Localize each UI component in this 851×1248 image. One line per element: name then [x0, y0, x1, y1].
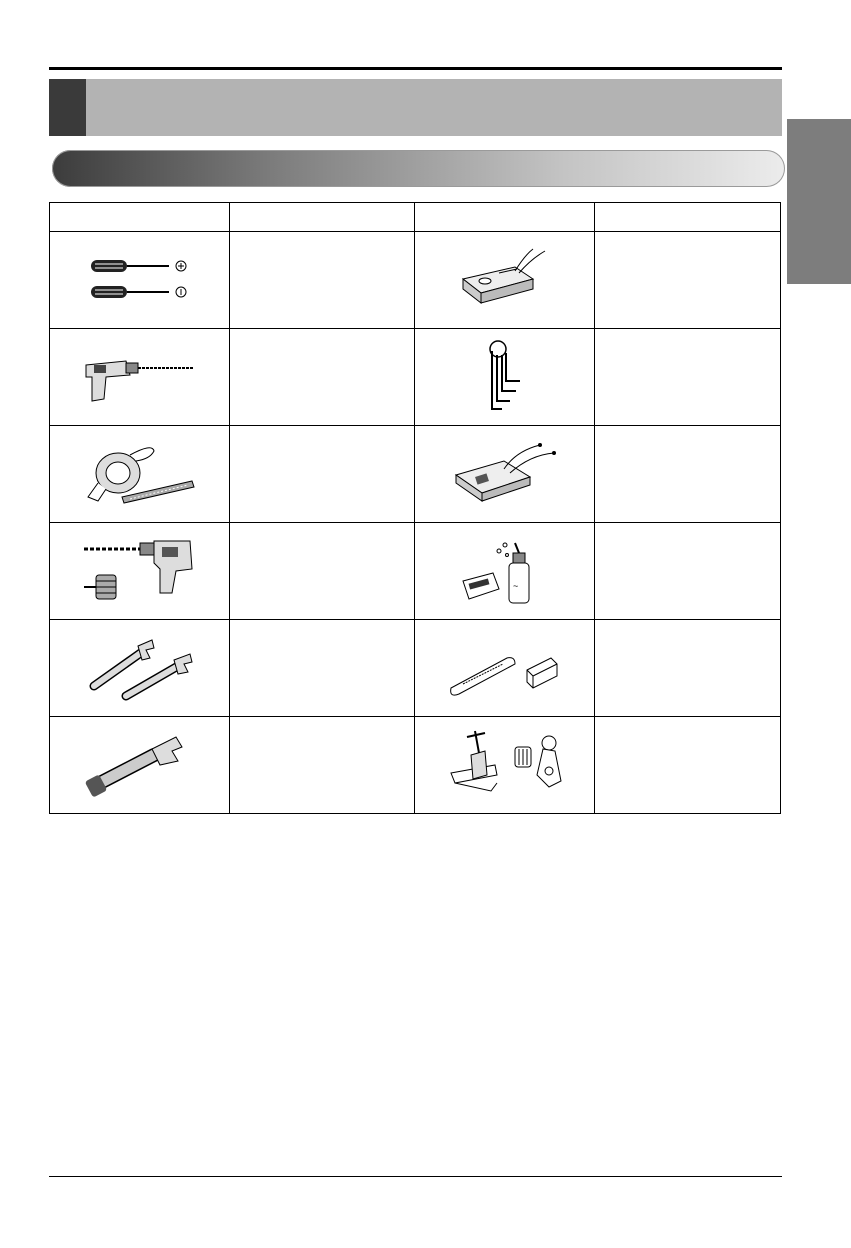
- tool-image-cell: [50, 329, 230, 426]
- table-row: [50, 329, 781, 426]
- flaring-tool-set-icon: [445, 725, 565, 805]
- electric-drill-icon: [80, 347, 200, 407]
- screwdrivers-icon: [85, 254, 195, 306]
- tool-image-cell: [50, 426, 230, 523]
- column-header: [230, 203, 415, 232]
- tool-image-cell: [50, 232, 230, 329]
- tool-name: [595, 620, 781, 717]
- subsection-bar: [52, 150, 785, 187]
- tool-name: [230, 620, 415, 717]
- thermometer-icon: [455, 245, 555, 315]
- top-rule: [49, 67, 782, 70]
- table-header-row: [50, 203, 781, 232]
- section-block: [49, 79, 86, 136]
- section-banner: [49, 79, 782, 136]
- tool-name: [230, 426, 415, 523]
- side-tab[interactable]: [787, 119, 851, 284]
- tool-image-cell: [415, 717, 595, 814]
- measuring-tape-icon: [80, 439, 200, 509]
- hole-core-drill-icon: [80, 535, 200, 607]
- torque-wrench-icon: [80, 729, 200, 801]
- tool-image-cell: [415, 232, 595, 329]
- tool-image-cell: [415, 620, 595, 717]
- table-row: [50, 717, 781, 814]
- svg-text:~: ~: [512, 581, 518, 591]
- tool-name: [230, 717, 415, 814]
- column-header: [595, 203, 781, 232]
- tool-image-cell: [50, 620, 230, 717]
- table-row: [50, 523, 781, 620]
- tool-name: [595, 426, 781, 523]
- tool-name: [595, 523, 781, 620]
- tool-name: [230, 232, 415, 329]
- tool-name: [595, 232, 781, 329]
- column-header: [415, 203, 595, 232]
- ammeter-icon: [450, 439, 560, 509]
- tool-name: [230, 329, 415, 426]
- table-row: [50, 232, 781, 329]
- tool-image-cell: [50, 717, 230, 814]
- tool-name: [230, 523, 415, 620]
- gas-leak-detector-icon: [455, 533, 555, 609]
- tools-table: [49, 202, 781, 814]
- tool-name: [595, 717, 781, 814]
- spanners-icon: [80, 632, 200, 704]
- tool-image-cell: [415, 426, 595, 523]
- table-row: [50, 426, 781, 523]
- reamer-icon: [445, 636, 565, 700]
- hexagon-wrench-icon: [480, 339, 530, 415]
- tool-image-cell: [50, 523, 230, 620]
- tool-image-cell: [415, 329, 595, 426]
- table-row: [50, 620, 781, 717]
- column-header: [50, 203, 230, 232]
- tool-image-cell: [415, 523, 595, 620]
- bottom-rule: [49, 1176, 782, 1177]
- tool-name: [595, 329, 781, 426]
